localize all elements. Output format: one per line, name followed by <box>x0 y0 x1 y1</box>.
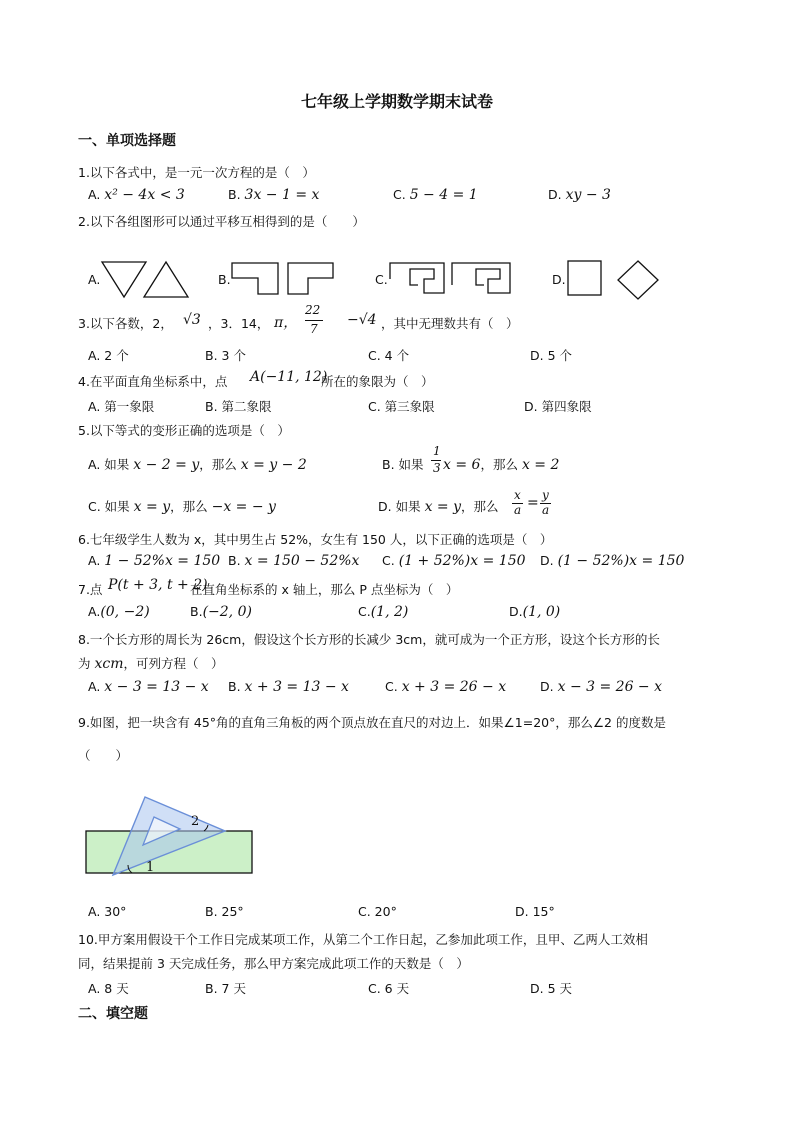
math-expr: xy − 3 <box>565 187 611 203</box>
q9-option-a: A. 30° <box>88 904 127 919</box>
math-expr: (−2, 0) <box>202 604 252 620</box>
math-expr: x − 3 = 26 − x <box>557 679 662 695</box>
q1-option-b <box>228 187 319 203</box>
q8-option-d <box>540 679 662 695</box>
math-expr: x = y <box>424 499 461 515</box>
option-label: B. <box>190 604 203 619</box>
option-label: D. <box>540 679 554 694</box>
q10-option-a: A. 8 天 <box>88 981 129 996</box>
option-label: A. <box>88 679 101 694</box>
q2-stem: 2.以下各组图形可以通过平移互相得到的是（ ） <box>78 214 365 229</box>
q9-option-b: B. 25° <box>205 904 244 919</box>
q2-option-b-label: B. <box>218 272 231 287</box>
section-heading-choice: 一、单项选择题 <box>78 133 176 149</box>
q2-option-b-figure <box>230 261 335 297</box>
math-expr: (1 + 52%)x = 150 <box>398 553 526 569</box>
q1-option-c <box>393 187 478 203</box>
q9-option-c: C. 20° <box>358 904 397 919</box>
option-prefix: C. 如果 <box>88 499 130 514</box>
math-expr: (1, 2) <box>370 604 409 620</box>
q1-stem: 1.以下各式中，是一元一次方程的是（ ） <box>78 165 315 180</box>
section-heading-fill: 二、填空题 <box>78 1006 148 1022</box>
q5-d-frac2-num: y <box>542 488 549 502</box>
q2-option-a-figure <box>100 260 195 300</box>
q1-option-d <box>548 187 611 203</box>
q5-option-b-pre: B. 如果 <box>382 457 424 472</box>
q3-frac-den: 7 <box>310 322 318 336</box>
q2-option-a-label: A. <box>88 272 101 287</box>
option-label: A. <box>88 187 101 202</box>
math-expr: x + 3 = 26 − x <box>401 679 507 695</box>
q3-sqrt3: √3 <box>183 312 201 328</box>
option-label: C. <box>382 553 395 568</box>
q9-option-d: D. 15° <box>515 904 555 919</box>
q8-stem-line1: 8.一个长方形的周长为 26cm，假设这个长方形的长减少 3cm，就可成为一个正方形，设这个长方形的长 <box>78 632 660 647</box>
q6-option-c <box>382 553 526 569</box>
q2-option-d-figure <box>566 259 662 301</box>
option-label: A. <box>88 604 101 619</box>
q3-option-c: C. 4 个 <box>368 348 410 363</box>
q5-d-eq: = <box>527 495 539 511</box>
q3-stem-pre: 3.以下各数，2， <box>78 316 173 331</box>
option-label: B. <box>228 553 241 568</box>
q5-stem: 5.以下等式的变形正确的选项是（ ） <box>78 423 290 438</box>
option-label: C. <box>393 187 406 202</box>
q8-stem-line2 <box>78 654 224 672</box>
math-expr: 5 − 4 = 1 <box>409 187 478 203</box>
option-label: A. <box>88 553 101 568</box>
math-expr: x = y <box>133 499 171 515</box>
q1-option-a <box>88 187 185 203</box>
q5-option-d <box>378 497 499 515</box>
math-expr: x = y − 2 <box>240 457 307 473</box>
math-expr: 3x − 1 = x <box>244 187 320 203</box>
q8-option-b <box>228 679 349 695</box>
math-expr: x + 3 = 13 − x <box>244 679 349 695</box>
q4-point: A(−11, 12) <box>250 369 328 385</box>
option-prefix: A. 如果 <box>88 457 130 472</box>
math-expr: x − 2 = y <box>133 457 200 473</box>
q10-option-b: B. 7 天 <box>205 981 246 996</box>
fraction-bar <box>305 320 323 321</box>
text: ，可列方程（ ） <box>123 656 224 671</box>
q7-option-d <box>509 604 560 620</box>
q10-option-c: C. 6 天 <box>368 981 410 996</box>
q10-stem-line1: 10.甲方案用假设干个工作日完成某项工作，从第二个工作日起，乙参加此项工作，且甲、乙两人工效相 <box>78 932 648 947</box>
page-title: 七年级上学期数学期末试卷 <box>300 92 493 111</box>
q4-stem-post: 所在的象限为（ ） <box>321 374 434 389</box>
q7-option-c <box>358 604 408 620</box>
q8-option-c <box>385 679 506 695</box>
q5-option-c <box>88 497 276 515</box>
math-expr: (1 − 52%)x = 150 <box>557 553 685 569</box>
q2-option-c-label: C. <box>375 272 388 287</box>
q10-stem-line2: 同，结果提前 3 天完成任务，那么甲方案完成此项工作的天数是（ ） <box>78 956 469 971</box>
q2-option-c-figure <box>388 261 516 297</box>
q9-ruler-triangle-figure <box>80 795 260 880</box>
q5-d-frac1-den: a <box>514 503 522 517</box>
q4-option-d: D. 第四象限 <box>524 399 592 414</box>
q3-option-d: D. 5 个 <box>530 348 572 363</box>
text: ，那么 <box>461 499 499 514</box>
q3-option-a: A. 2 个 <box>88 348 129 363</box>
q3-neg-sqrt4: −√4 <box>347 312 377 328</box>
q3-option-b: B. 3 个 <box>205 348 246 363</box>
text: ，那么 <box>199 457 237 472</box>
option-label: D. <box>509 604 523 619</box>
math-expr: x − 3 = 13 − x <box>104 679 209 695</box>
math-expr: xcm <box>94 656 124 672</box>
q5-b-frac-den: 3 <box>433 461 441 475</box>
q3-mid: ，3．14， <box>208 316 270 331</box>
q7-stem-post: 在直角坐标系的 x 轴上，那么 P 点坐标为（ ） <box>190 582 459 597</box>
q3-stem-post: ，其中无理数共有（ ） <box>381 316 519 331</box>
q10-option-d: D. 5 天 <box>530 981 572 996</box>
angle-1-label: 1 <box>146 860 155 875</box>
math-expr: (0, −2) <box>100 604 150 620</box>
q6-stem: 6.七年级学生人数为 x，其中男生占 52%，女生有 150 人，以下正确的选项是（ ） <box>78 532 553 547</box>
math-expr: (1, 0) <box>522 604 561 620</box>
q9-stem-line2: （ ） <box>78 748 129 763</box>
option-label: C. <box>385 679 398 694</box>
text: ，那么 <box>170 499 208 514</box>
angle-2-label: 2 <box>191 814 200 829</box>
q7-point: P(t + 3, t + 2) <box>108 577 208 593</box>
q8-option-a <box>88 679 209 695</box>
q3-pi: π， <box>274 315 298 331</box>
math-expr: x = 150 − 52%x <box>244 553 360 569</box>
q5-b-frac-num: 1 <box>433 444 441 458</box>
q5-d-frac1-num: x <box>514 488 521 502</box>
text: ，那么 <box>480 457 518 472</box>
q4-option-a: A. 第一象限 <box>88 399 155 414</box>
option-label: B. <box>228 187 241 202</box>
q2-option-d-label: D. <box>552 272 566 287</box>
text: 为 <box>78 656 91 671</box>
math-expr: x = 2 <box>521 457 560 473</box>
math-expr: x = 6 <box>443 457 481 473</box>
q5-option-a <box>88 455 307 473</box>
q4-stem-pre: 4.在平面直角坐标系中，点 <box>78 374 228 389</box>
option-label: C. <box>358 604 371 619</box>
q6-option-b <box>228 553 359 569</box>
option-label: D. <box>548 187 562 202</box>
q7-option-a <box>88 604 150 620</box>
q5-d-frac2-den: a <box>542 503 550 517</box>
q7-option-b <box>190 604 252 620</box>
math-expr: −x = − y <box>211 499 276 515</box>
q5-option-b-rest <box>443 455 559 473</box>
q4-option-b: B. 第二象限 <box>205 399 272 414</box>
q9-stem-line1: 9.如图，把一块含有 45°角的直角三角板的两个顶点放在直尺的对边上．如果∠1=20°，那么∠2 的度数是 <box>78 715 666 730</box>
q6-option-d <box>540 553 684 569</box>
option-prefix: D. 如果 <box>378 499 421 514</box>
option-label: B. <box>228 679 241 694</box>
q4-option-c: C. 第三象限 <box>368 399 435 414</box>
option-label: D. <box>540 553 554 568</box>
math-expr: 1 − 52%x = 150 <box>104 553 221 569</box>
q6-option-a <box>88 553 220 569</box>
math-expr: x² − 4x < 3 <box>104 187 185 203</box>
q7-stem-pre: 7.点 <box>78 582 103 597</box>
q3-frac-num: 22 <box>305 303 321 317</box>
